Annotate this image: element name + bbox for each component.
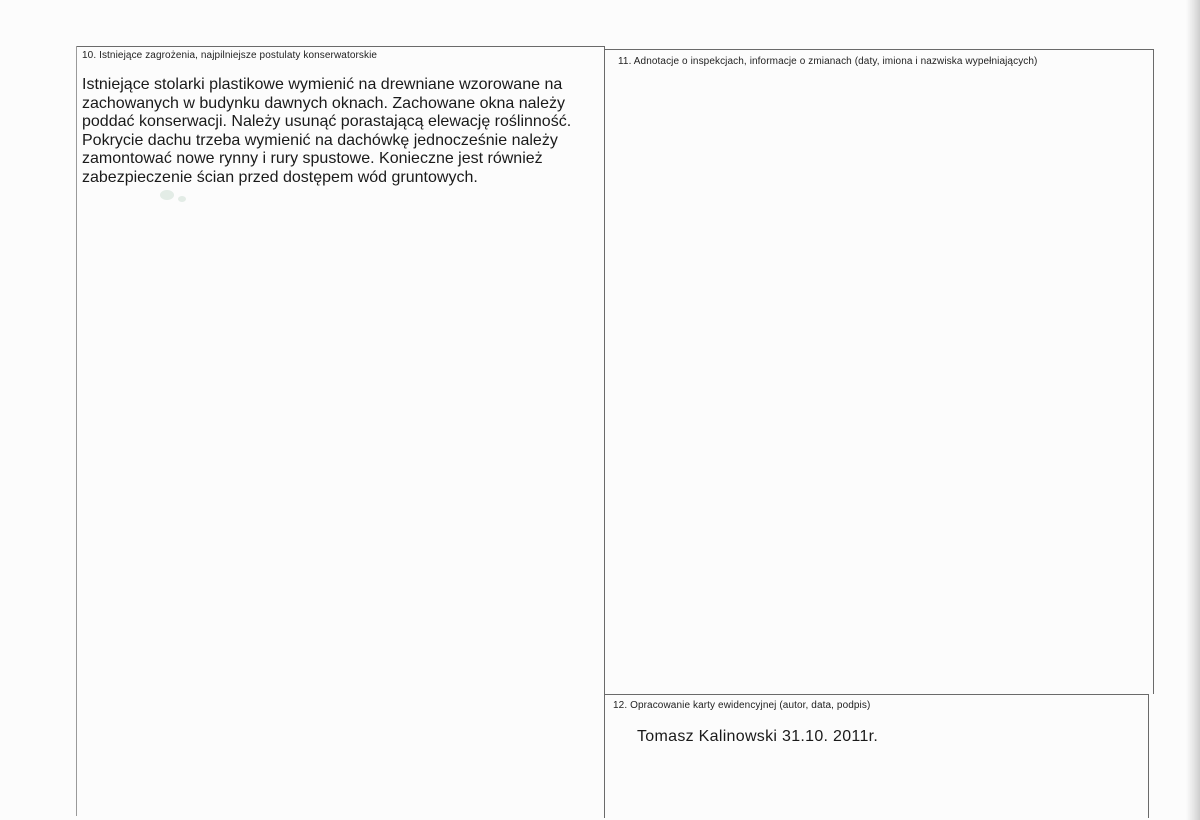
left-border: [76, 46, 77, 816]
section-12-label: 12. Opracowanie karty ewidencyjnej (autor, data, podpis): [613, 700, 871, 711]
right-border: [1153, 49, 1154, 694]
scan-edge-shadow: [1186, 0, 1200, 820]
section-12-right-border: [1148, 694, 1149, 818]
body-line: Pokrycie dachu trzeba wymienić na dachówkę jednocześnie należy: [82, 131, 558, 149]
body-line: Istniejące stolarki plastikowe wymienić na drewniane wzorowane na: [82, 76, 563, 93]
top-border-right: [604, 49, 1153, 50]
scan-speck: [178, 196, 186, 202]
body-line: zabezpieczenie ścian przed dostępem wód gruntowych.: [82, 168, 478, 186]
author-date-line: Tomasz Kalinowski 31.10. 2011r.: [637, 728, 879, 745]
section-10-label: 10. Istniejące zagrożenia, najpilniejsze postulaty konserwatorskie: [82, 50, 378, 61]
body-line: zachowanych w budynku dawnych oknach. Zachowane okna należy: [82, 94, 565, 112]
body-line: poddać konserwacji. Należy usunąć porastającą elewację roślinność.: [82, 113, 572, 131]
top-border-left: [76, 46, 604, 47]
section-11-label: 11. Adnotacje o inspekcjach, informacje o zmianach (daty, imiona i nazwiska wypełniających): [618, 56, 1038, 67]
body-line: zamontować nowe rynny i rury spustowe. Konieczne jest również: [82, 150, 543, 168]
scan-speck: [160, 190, 174, 200]
section-12-top-border: [604, 694, 1149, 695]
section-10-body: [82, 76, 612, 188]
